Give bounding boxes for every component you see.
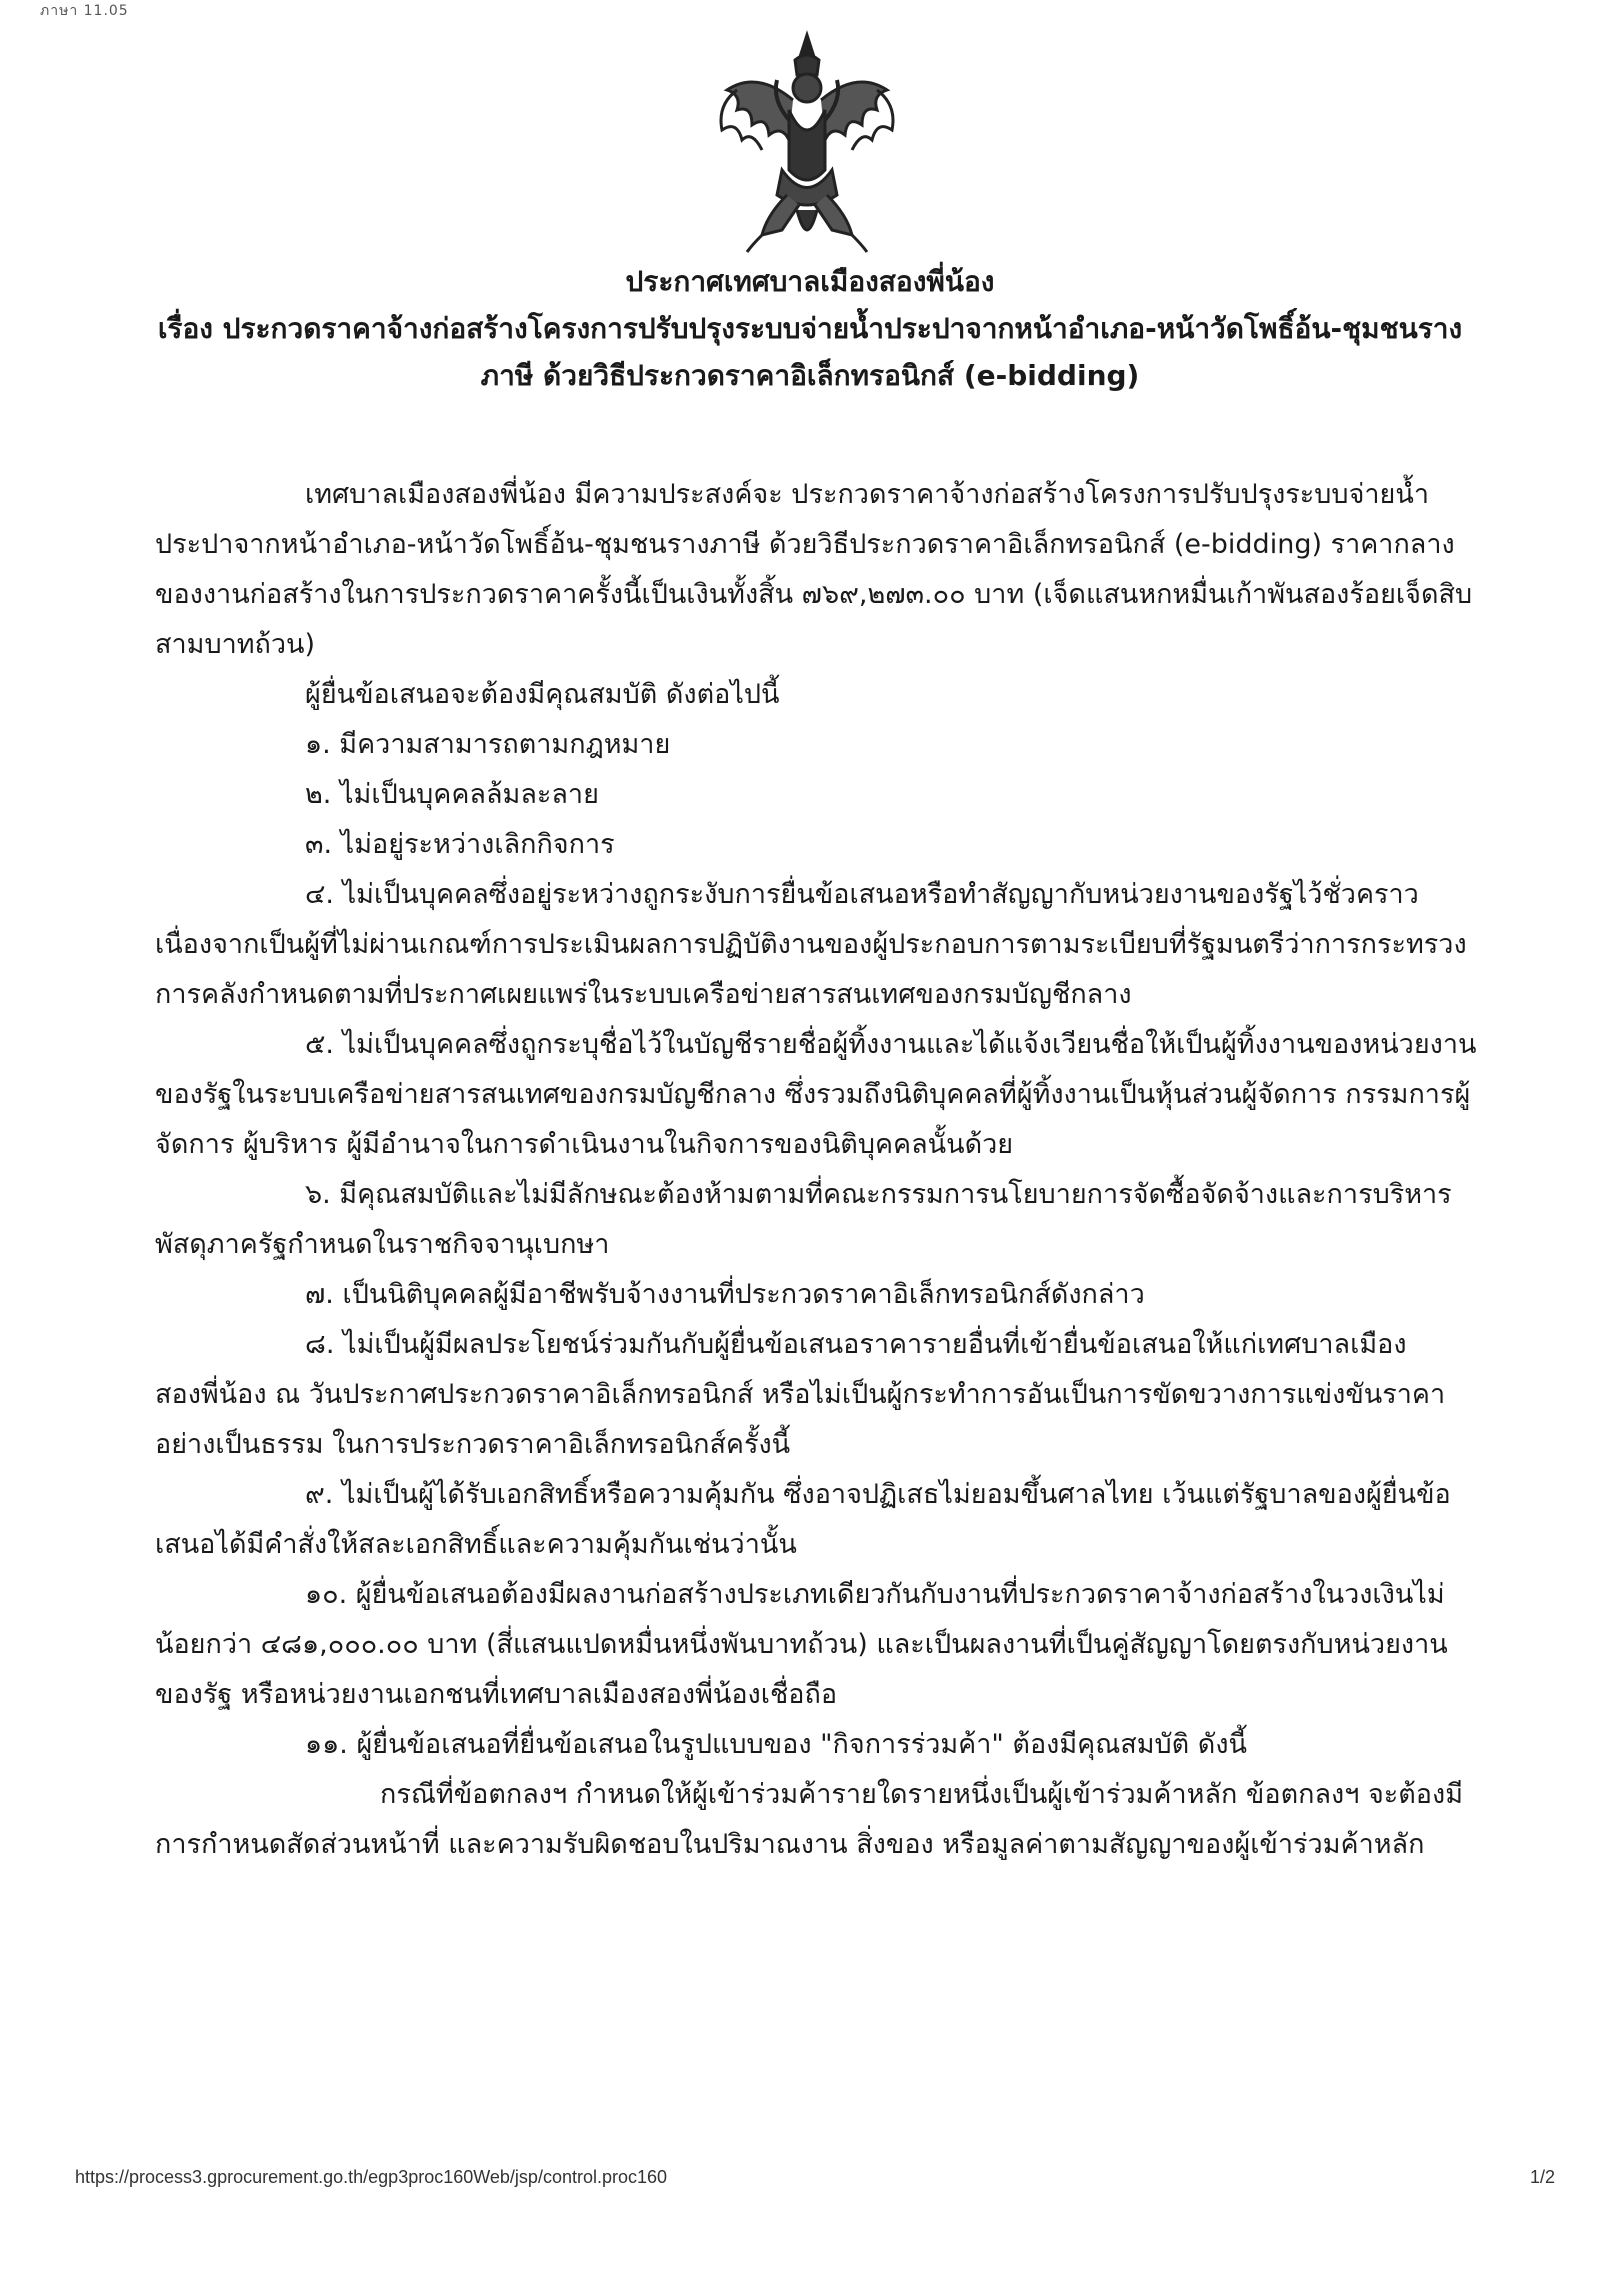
body-line: ๑๐. ผู้ยื่นข้อเสนอต้องมีผลงานก่อสร้างประเภทเดียวกันกับงานที่ประกวดราคาจ้างก่อสร้างในวงเงินไม่ [305,1579,1445,1610]
body-line: พัสดุภาครัฐกำหนดในราชกิจจานุเบกษา [155,1229,610,1260]
body-line: การคลังกำหนดตามที่ประกาศเผยแพร่ในระบบเครือข่ายสารสนเทศของกรมบัญชีกลาง [155,979,1132,1010]
body-line: เสนอได้มีคำสั่งให้สละเอกสิทธิ์และความคุ้มกันเช่นว่านั้น [155,1529,797,1560]
body-line: การกำหนดสัดส่วนหน้าที่ และความรับผิดชอบในปริมาณงาน สิ่งของ หรือมูลค่าตามสัญญาของผู้เข้าร่วมค้าหลัก [155,1829,1425,1860]
body-line: ๑. มีความสามารถตามกฎหมาย [305,729,671,760]
body-line: ประปาจากหน้าอำเภอ-หน้าวัดโพธิ์อ้น-ชุมชนรางภาษี ด้วยวิธีประกวดราคาอิเล็กทรอนิกส์ (e-bidding) ราคากลาง [155,529,1455,560]
body-line: น้อยกว่า ๔๘๑,๐๐๐.๐๐ บาท (สี่แสนแปดหมื่นหนึ่งพันบาทถ้วน) และเป็นผลงานที่เป็นคู่สัญญาโดยตรงกับหน่วยงาน [155,1629,1448,1660]
title-line-1: ประกาศเทศบาลเมืองสองพี่น้อง [625,265,995,298]
body-line: ๔. ไม่เป็นบุคคลซึ่งอยู่ระหว่างถูกระงับการยื่นข้อเสนอหรือทำสัญญากับหน่วยงานของรัฐไว้ชั่วคราว [305,879,1419,910]
garuda-emblem-icon [707,30,907,255]
body-line: ๙. ไม่เป็นผู้ได้รับเอกสิทธิ์หรือความคุ้มกัน ซึ่งอาจปฏิเสธไม่ยอมขึ้นศาลไทย เว้นแต่รัฐบาลของผู้ยื่นข้อ [305,1479,1451,1510]
body-line: ของงานก่อสร้างในการประกวดราคาครั้งนี้เป็นเงินทั้งสิ้น ๗๖๙,๒๗๓.๐๐ บาท (เจ็ดแสนหกหมื่นเก้าพันสองร้อยเจ็ดสิบ [155,579,1473,610]
announcement-body [155,470,1475,1870]
body-line: ผู้ยื่นข้อเสนอจะต้องมีคุณสมบัติ ดังต่อไปนี้ [305,679,780,710]
body-line: ของรัฐ หรือหน่วยงานเอกชนที่เทศบาลเมืองสองพี่น้องเชื่อถือ [155,1679,838,1710]
body-line: ๘. ไม่เป็นผู้มีผลประโยชน์ร่วมกันกับผู้ยื่นข้อเสนอราคารายอื่นที่เข้ายื่นข้อเสนอให้แก่เทศบาลเมือง [305,1329,1407,1360]
body-line: ๒. ไม่เป็นบุคคลล้มละลาย [305,779,599,810]
body-line: จัดการ ผู้บริหาร ผู้มีอำนาจในการดำเนินงานในกิจการของนิติบุคคลนั้นด้วย [155,1129,1014,1160]
body-line: ๑๑. ผู้ยื่นข้อเสนอที่ยื่นข้อเสนอในรูปแบบของ "กิจการร่วมค้า" ต้องมีคุณสมบัติ ดังนี้ [305,1729,1247,1760]
body-line: เนื่องจากเป็นผู้ที่ไม่ผ่านเกณฑ์การประเมินผลการปฏิบัติงานของผู้ประกอบการตามระเบียบที่รัฐมนตรีว่าการกระทรวง [155,929,1467,960]
body-line: เทศบาลเมืองสองพี่น้อง มีความประสงค์จะ ประกวดราคาจ้างก่อสร้างโครงการปรับปรุงระบบจ่ายน้ำ [305,479,1429,510]
body-line: ๓. ไม่อยู่ระหว่างเลิกกิจการ [305,829,615,860]
footer-page-number: 1/2 [1529,2167,1555,2187]
header-scrap-text: ภาษา 11.05 [40,3,129,19]
body-line: ของรัฐในระบบเครือข่ายสารสนเทศของกรมบัญชีกลาง ซึ่งรวมถึงนิติบุคคลที่ผู้ทิ้งงานเป็นหุ้นส่วนผู้จัดการ กรรมการผู้ [155,1079,1471,1110]
title-line-2: เรื่อง ประกวดราคาจ้างก่อสร้างโครงการปรับปรุงระบบจ่ายน้ำประปาจากหน้าอำเภอ-หน้าวัดโพธิ์อ้น-ชุมชนราง [157,312,1463,345]
body-line: ๗. เป็นนิติบุคคลผู้มีอาชีพรับจ้างงานที่ประกวดราคาอิเล็กทรอนิกส์ดังกล่าว [305,1279,1145,1310]
announcement-title [150,258,1470,399]
body-line: อย่างเป็นธรรม ในการประกวดราคาอิเล็กทรอนิกส์ครั้งนี้ [155,1429,791,1460]
body-line: กรณีที่ข้อตกลงฯ กำหนดให้ผู้เข้าร่วมค้ารายใดรายหนึ่งเป็นผู้เข้าร่วมค้าหลัก ข้อตกลงฯ จะต้องมี [380,1779,1464,1810]
body-line: ๖. มีคุณสมบัติและไม่มีลักษณะต้องห้ามตามที่คณะกรรมการนโยบายการจัดซื้อจัดจ้างและการบริหาร [305,1179,1452,1210]
footer-url: https://process3.gprocurement.go.th/egp3proc160Web/jsp/control.proc160 [75,2167,668,2187]
body-line: สามบาทถ้วน) [155,629,316,660]
body-line: สองพี่น้อง ณ วันประกาศประกวดราคาอิเล็กทรอนิกส์ หรือไม่เป็นผู้กระทำการอันเป็นการขัดขวางการแข่งขันราคา [155,1379,1446,1410]
title-line-3: ภาษี ด้วยวิธีประกวดราคาอิเล็กทรอนิกส์ (e-bidding) [480,359,1140,392]
body-line: ๕. ไม่เป็นบุคคลซึ่งถูกระบุชื่อไว้ในบัญชีรายชื่อผู้ทิ้งงานและได้แจ้งเวียนชื่อให้เป็นผู้ทิ้งงานของหน่วยงาน [305,1029,1477,1060]
